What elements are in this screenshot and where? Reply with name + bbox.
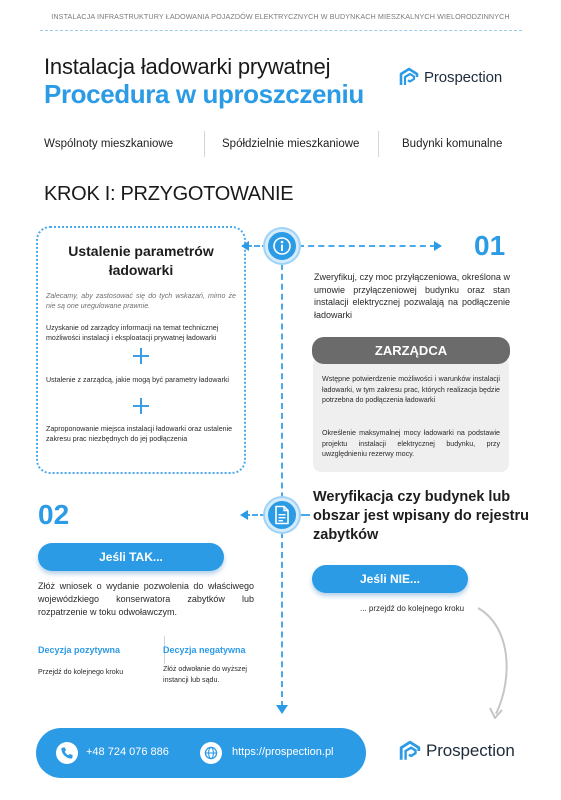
positive-decision-text: Przejdź do kolejnego kroku: [38, 668, 124, 676]
curved-arrow-icon: [470, 606, 520, 726]
arrow-left-icon: [240, 510, 248, 520]
zarzadca-label: ZARZĄDCA: [312, 337, 510, 364]
document-icon: [265, 498, 299, 532]
parameters-item: Zaproponowanie miejsca instalacji ładowarki oraz ustalenie zakresu prac niezbędnych do jej podłączenia: [46, 425, 233, 443]
negative-decision-label: Decyzja negatywna: [163, 645, 246, 655]
zarzadca-text-2: Określenie maksymalnej mocy ładowarki na podstawie projektu instalacji elektrycznej budynku, przy uwzględnieniu rezerwy mocy.: [322, 429, 500, 458]
no-button[interactable]: Jeśli NIE...: [312, 565, 468, 593]
yes-description: Złóż wniosek o wydanie pozwolenia do właściwego wojewódzkiego konserwatora zabytków lub rozpatrzenie w toku odwoławczym.: [38, 581, 254, 617]
footer-brand-logo: [399, 740, 515, 762]
timeline-arrow-down: [276, 705, 288, 714]
info-icon: [265, 229, 299, 263]
category-spoldzielnie: Spółdzielnie mieszkaniowe: [222, 138, 360, 150]
parameters-item: Ustalenie z zarządcą, jakie mogą być parametry ładowarki: [46, 376, 229, 384]
plus-icon: [133, 398, 149, 414]
brand-logo: [399, 67, 502, 87]
website-link[interactable]: https://prospection.pl: [232, 746, 334, 758]
page-subtitle: Procedura w uproszczeniu: [44, 79, 364, 109]
parameters-card-title: Ustalenie parametrów ładowarki: [68, 243, 214, 278]
yes-button[interactable]: Jeśli TAK...: [38, 543, 224, 571]
parameters-item: Uzyskanie od zarządcy informacji na temat technicznej możliwości instalacji i eksploatacji prywatnej ładowarki: [46, 324, 219, 342]
footer-brand-name: Prospection: [426, 741, 515, 760]
no-description: ... przejdź do kolejnego kroku: [360, 604, 465, 613]
step-heading: KROK I: PRZYGOTOWANIE: [44, 183, 294, 205]
page-title: Instalacja ładowarki prywatnej: [44, 54, 331, 79]
connector-right-2: [298, 514, 310, 516]
prospection-logo-icon: [399, 67, 419, 87]
category-wspolnoty: Wspólnoty mieszkaniowe: [44, 138, 174, 150]
brand-name: Prospection: [424, 68, 503, 86]
zarzadca-text-1: Wstępne potwierdzenie możliwości i warunków instalacji ładowarki, w tym zakresu prac, których realizacja będzie potrzebna do podłączenia ładowarki: [322, 375, 500, 404]
step1-description: Zweryfikuj, czy moc przyłączeniowa, określona w umowie przyłączeniowej budynku oraz stan instalacji elektrycznej pozwalają na podłączenie ładowarki: [314, 272, 510, 320]
arrow-right-icon: [434, 241, 442, 251]
top-caption: INSTALACJA INFRASTRUKTURY ŁADOWANIA POJAZDÓW ELEKTRYCZNYCH W BUDYNKACH MIESZKALNYCH WIELORODZINNYCH: [51, 12, 510, 21]
phone-icon: [56, 742, 78, 764]
prospection-logo-icon: [399, 740, 421, 762]
header-divider: [40, 30, 522, 31]
category-divider: [204, 131, 205, 157]
category-komunalne: Budynki komunalne: [402, 138, 503, 150]
plus-icon: [133, 348, 149, 364]
connector-right: [298, 245, 436, 247]
arrow-left-icon: [241, 241, 249, 251]
parameters-card-note: Zalecamy, aby zastosować się do tych wskazań, mimo że nie są one uregulowane prawnie.: [46, 292, 236, 310]
step-number-01: 01: [474, 230, 506, 261]
step-number-02: 02: [38, 499, 70, 530]
phone-number[interactable]: +48 724 076 886: [86, 746, 169, 758]
positive-decision-label: Decyzja pozytywna: [38, 645, 121, 655]
category-divider: [378, 131, 379, 157]
globe-icon: [200, 742, 222, 764]
timeline-line: [281, 254, 283, 707]
negative-decision-text: Złóż odwołanie do wyższej instancji lub sądu.: [163, 665, 247, 684]
step2-question: Weryfikacja czy budynek lub obszar jest wpisany do rejestru zabytków: [313, 489, 529, 543]
